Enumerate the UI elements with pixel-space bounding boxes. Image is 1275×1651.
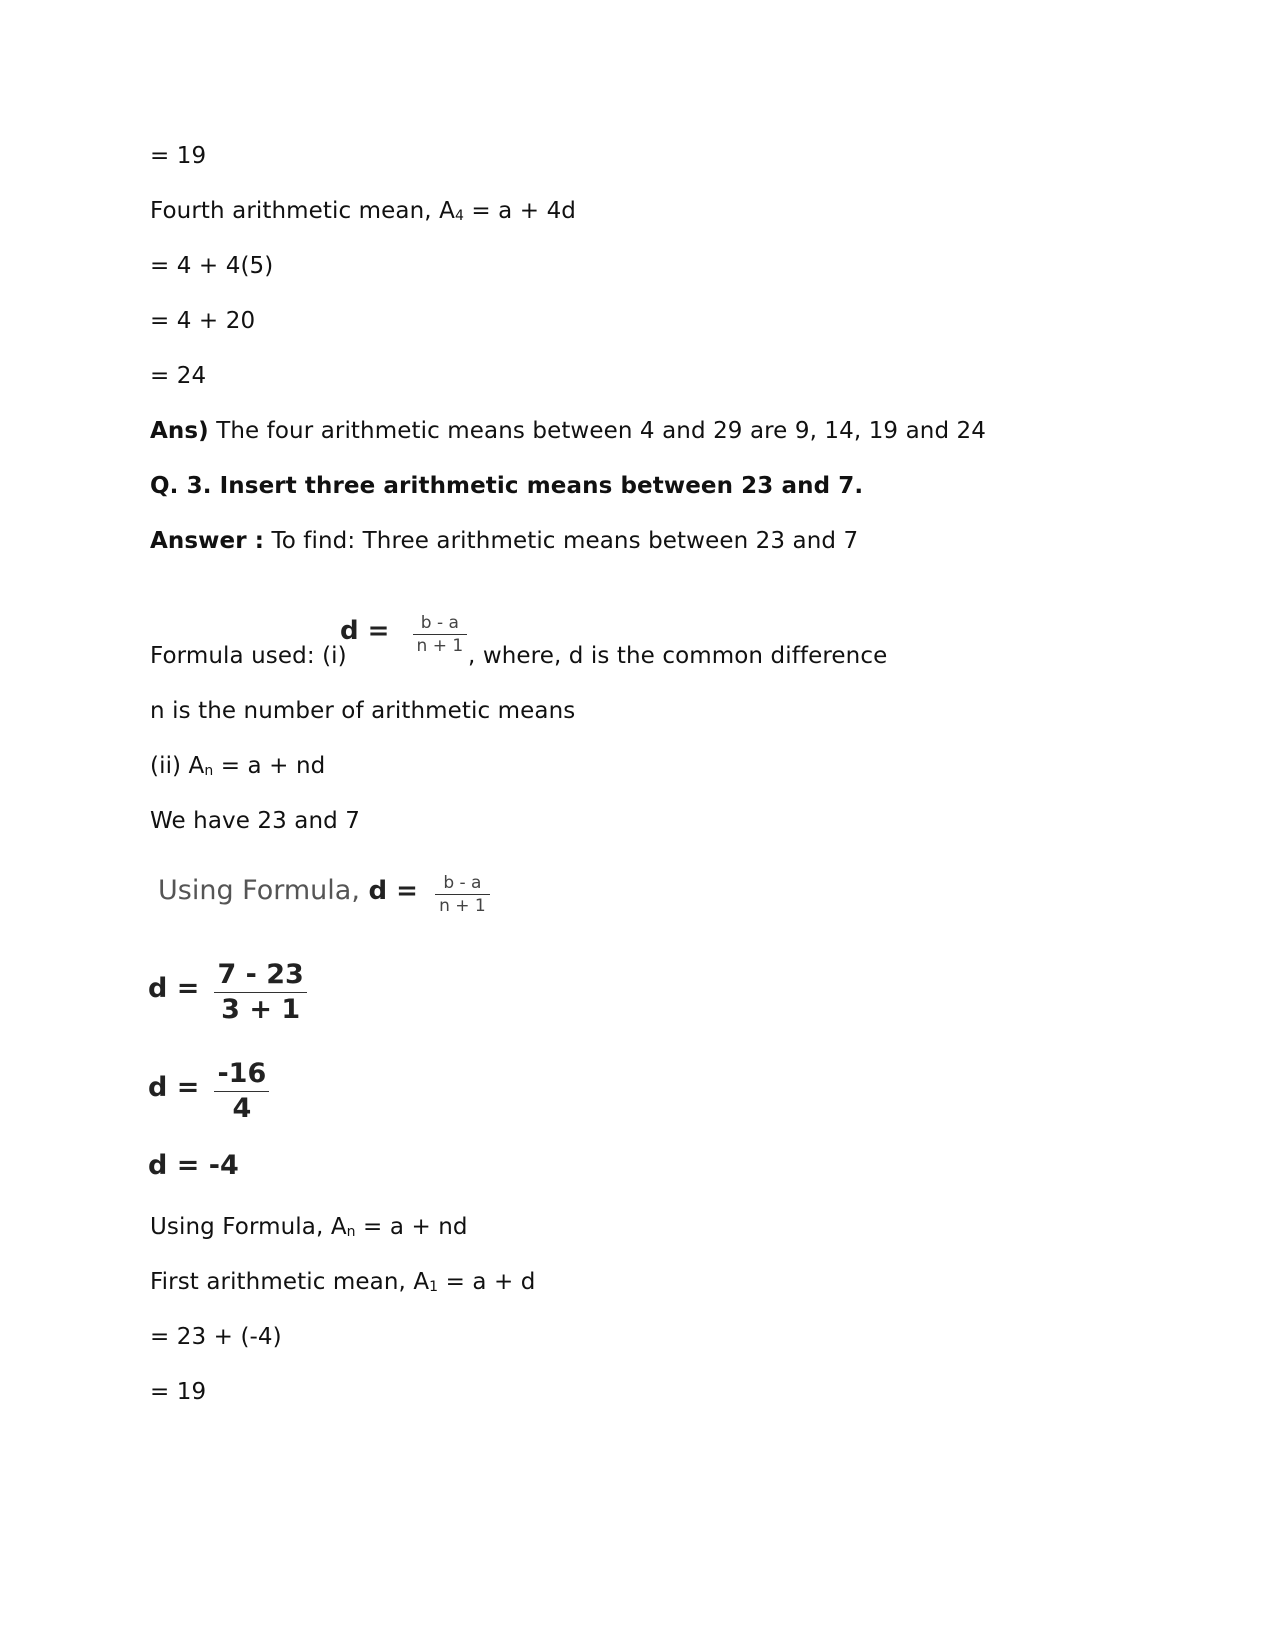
formula-d-image: d = $\frac{b - a}{n + 1}$	[340, 612, 467, 657]
equation-line: = 19	[150, 143, 207, 169]
fraction: $\frac{b - a}{n + 1}$	[413, 612, 468, 657]
calc-fraction-1: d = $\frac{7 - 23}{3 + 1}$	[148, 958, 307, 1027]
answer-summary: Ans) The four arithmetic means between 4 and 29 are 9, 14, 19 and 24	[150, 418, 987, 444]
formula-used-suffix: , where, d is the common difference	[468, 643, 888, 669]
answer-intro: Answer : To find: Three arithmetic means between 23 and 7	[150, 528, 859, 554]
equation-line: = 19	[150, 1379, 207, 1405]
using-formula-an-line: Using Formula, $A_n = a$ + nd	[150, 1214, 468, 1240]
using-formula-image: Using Formula, d = $\frac{b - a}{n + 1}$	[158, 872, 490, 917]
fourth-mean-line: Fourth arithmetic mean, $A_4 = a + 4d$	[150, 198, 576, 224]
fraction: $\frac{-16}{4}$	[214, 1057, 269, 1126]
first-mean-line: First arithmetic mean, $A_1 = a + d$	[150, 1269, 536, 1295]
calc-fraction-2: d = $\frac{-16}{4}$	[148, 1057, 269, 1126]
equation-line: = 4 + 4(5)	[150, 253, 274, 279]
formula-used-line: Formula used: (i)	[150, 643, 347, 669]
text-line: n is the number of arithmetic means	[150, 698, 576, 724]
equation-line: = 23 + (-4)	[150, 1324, 282, 1350]
fraction: $\frac{7 - 23}{3 + 1}$	[214, 958, 306, 1027]
fraction: $\frac{b - a}{n + 1}$	[435, 872, 490, 917]
equation-line: = 4 + 20	[150, 308, 256, 334]
text-line: We have 23 and 7	[150, 808, 360, 834]
equation-line: = 24	[150, 363, 207, 389]
calc-result: d = -4	[148, 1150, 239, 1181]
question-heading: Q. 3. Insert three arithmetic means between 23 and 7.	[150, 473, 864, 499]
formula-ii-line: (ii) $A_n = a$ + nd	[150, 753, 326, 779]
